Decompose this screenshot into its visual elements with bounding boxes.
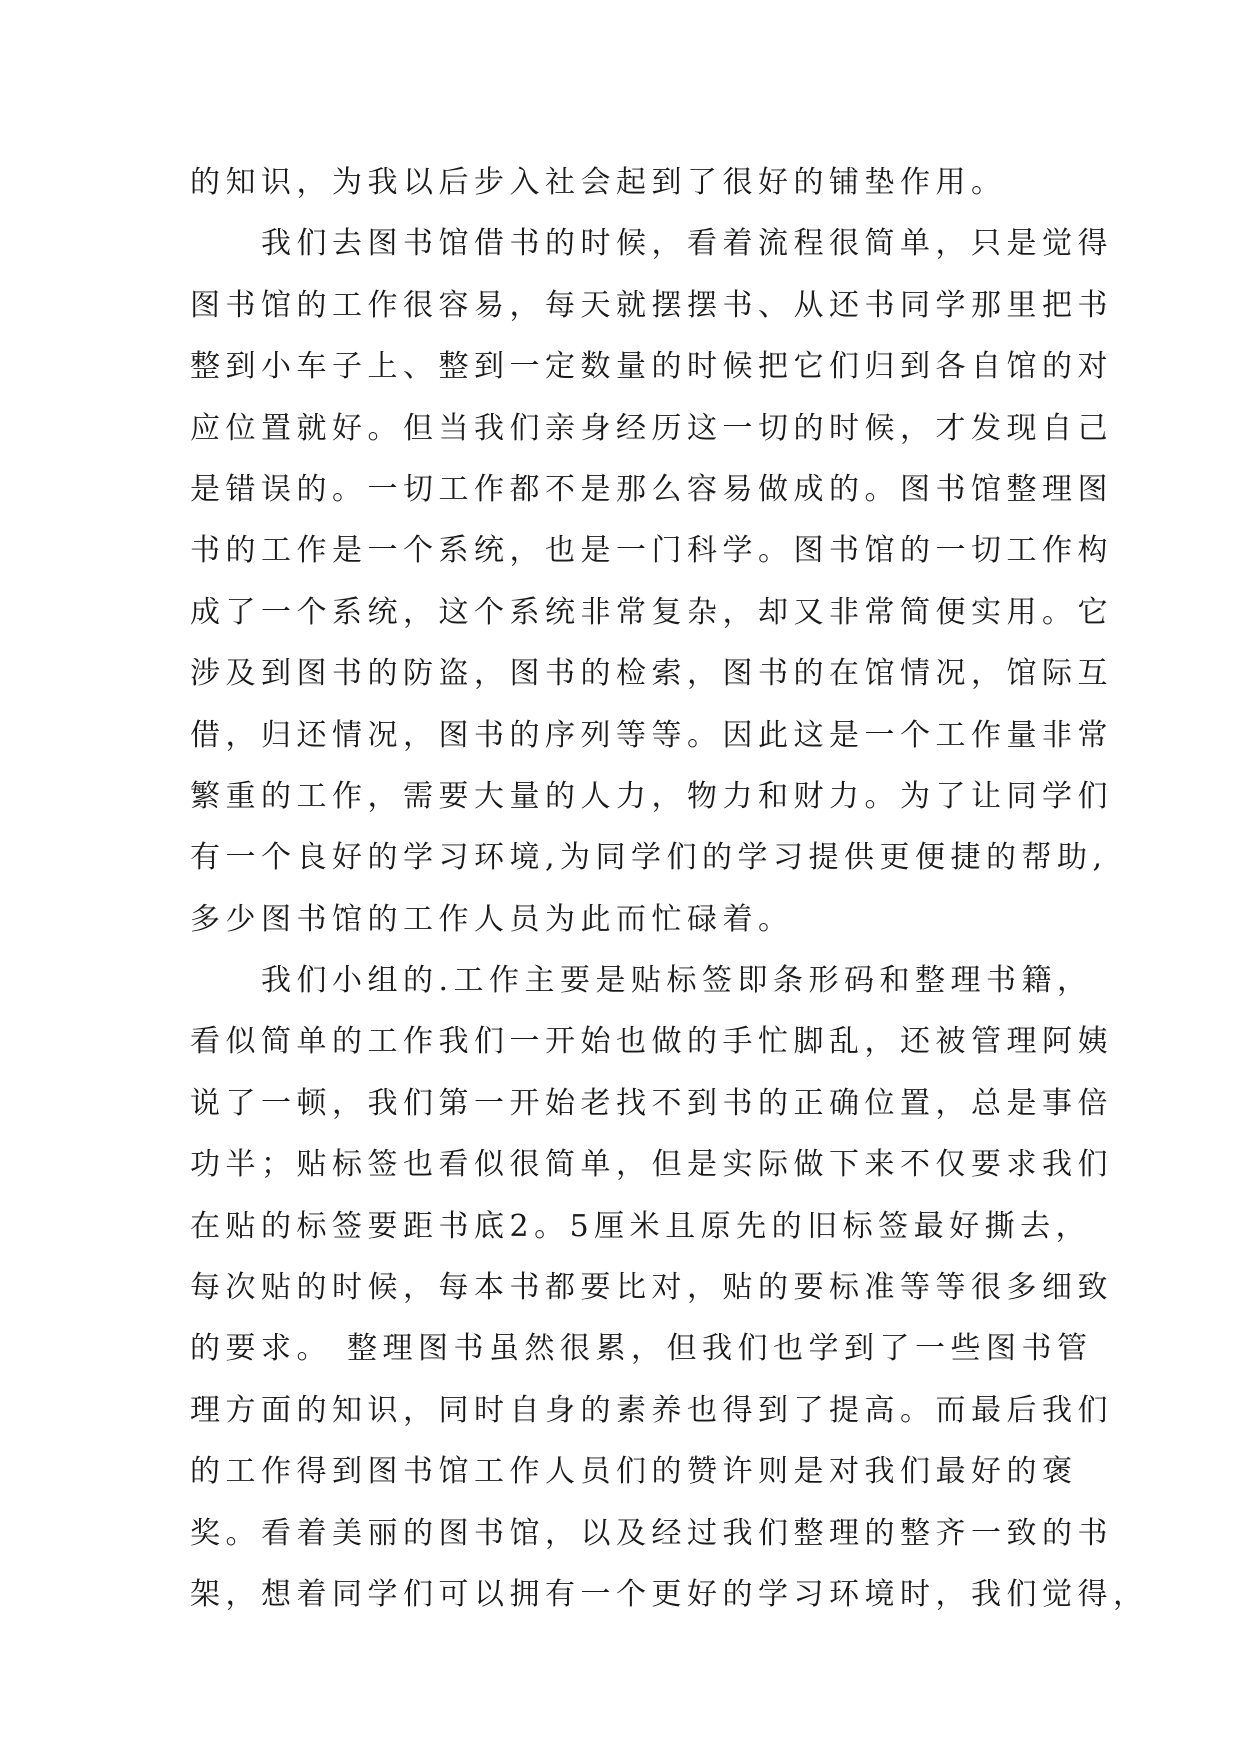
text-line: 的要求。 整理图书虽然很累，但我们也学到了一些图书管 [190,1331,1093,1367]
text-line: 功半；贴标签也看似很简单，但是实际做下来不仅要求我们 [190,1147,1113,1183]
text-line: 每次贴的时候，每本书都要比对，贴的要标准等等很多细致 [190,1270,1113,1306]
text-line: 涉及到图书的防盗，图书的检索，图书的在馆情况，馆际互 [190,656,1113,692]
body-text [190,152,1149,1625]
text-line: 书的工作是一个系统，也是一门科学。图书馆的一切工作构 [190,533,1113,569]
text-line: 架，想着同学们可以拥有一个更好的学习环境时，我们觉得， [190,1576,1149,1612]
text-line: 看似简单的工作我们一开始也做的手忙脚乱，还被管理阿姨 [190,1024,1113,1060]
text-line: 应位置就好。但当我们亲身经历这一切的时候，才发现自己 [190,410,1113,446]
text-line: 图书馆的工作很容易，每天就摆摆书、从还书同学那里把书 [190,287,1113,323]
text-line: 繁重的工作，需要大量的人力，物力和财力。为了让同学们 [190,778,1113,814]
text-line: 是错误的。一切工作都不是那么容易做成的。图书馆整理图 [190,471,1113,507]
text-line: 借，归还情况，图书的序列等等。因此这是一个工作量非常 [190,717,1113,753]
text-line: 我们小组的.工作主要是贴标签即条形码和整理书籍， [190,963,1093,999]
text-line: 有一个良好的学习环境,为同学们的学习提供更便捷的帮助, [190,840,1108,876]
text-line: 在贴的标签要距书底2。5厘米且原先的旧标签最好撕去， [190,1208,1092,1244]
text-line: 奖。看着美丽的图书馆，以及经过我们整理的整齐一致的书 [190,1515,1113,1551]
text-line: 整到小车子上、整到一定数量的时候把它们归到各自馆的对 [190,349,1113,385]
text-line: 说了一顿，我们第一开始老找不到书的正确位置，总是事倍 [190,1085,1113,1121]
text-line: 多少图书馆的工作人员为此而忙碌着。 [190,901,794,937]
text-line: 的知识，为我以后步入社会起到了很好的铺垫作用。 [190,165,1007,200]
text-line: 成了一个系统，这个系统非常复杂，却又非常简便实用。它 [190,594,1113,630]
text-line: 理方面的知识，同时自身的素养也得到了提高。而最后我们 [190,1392,1113,1428]
text-line: 我们去图书馆借书的时候，看着流程很简单，只是觉得 [190,226,1113,262]
text-line: 的工作得到图书馆工作人员们的赞许则是对我们最好的褒 [190,1454,1078,1490]
